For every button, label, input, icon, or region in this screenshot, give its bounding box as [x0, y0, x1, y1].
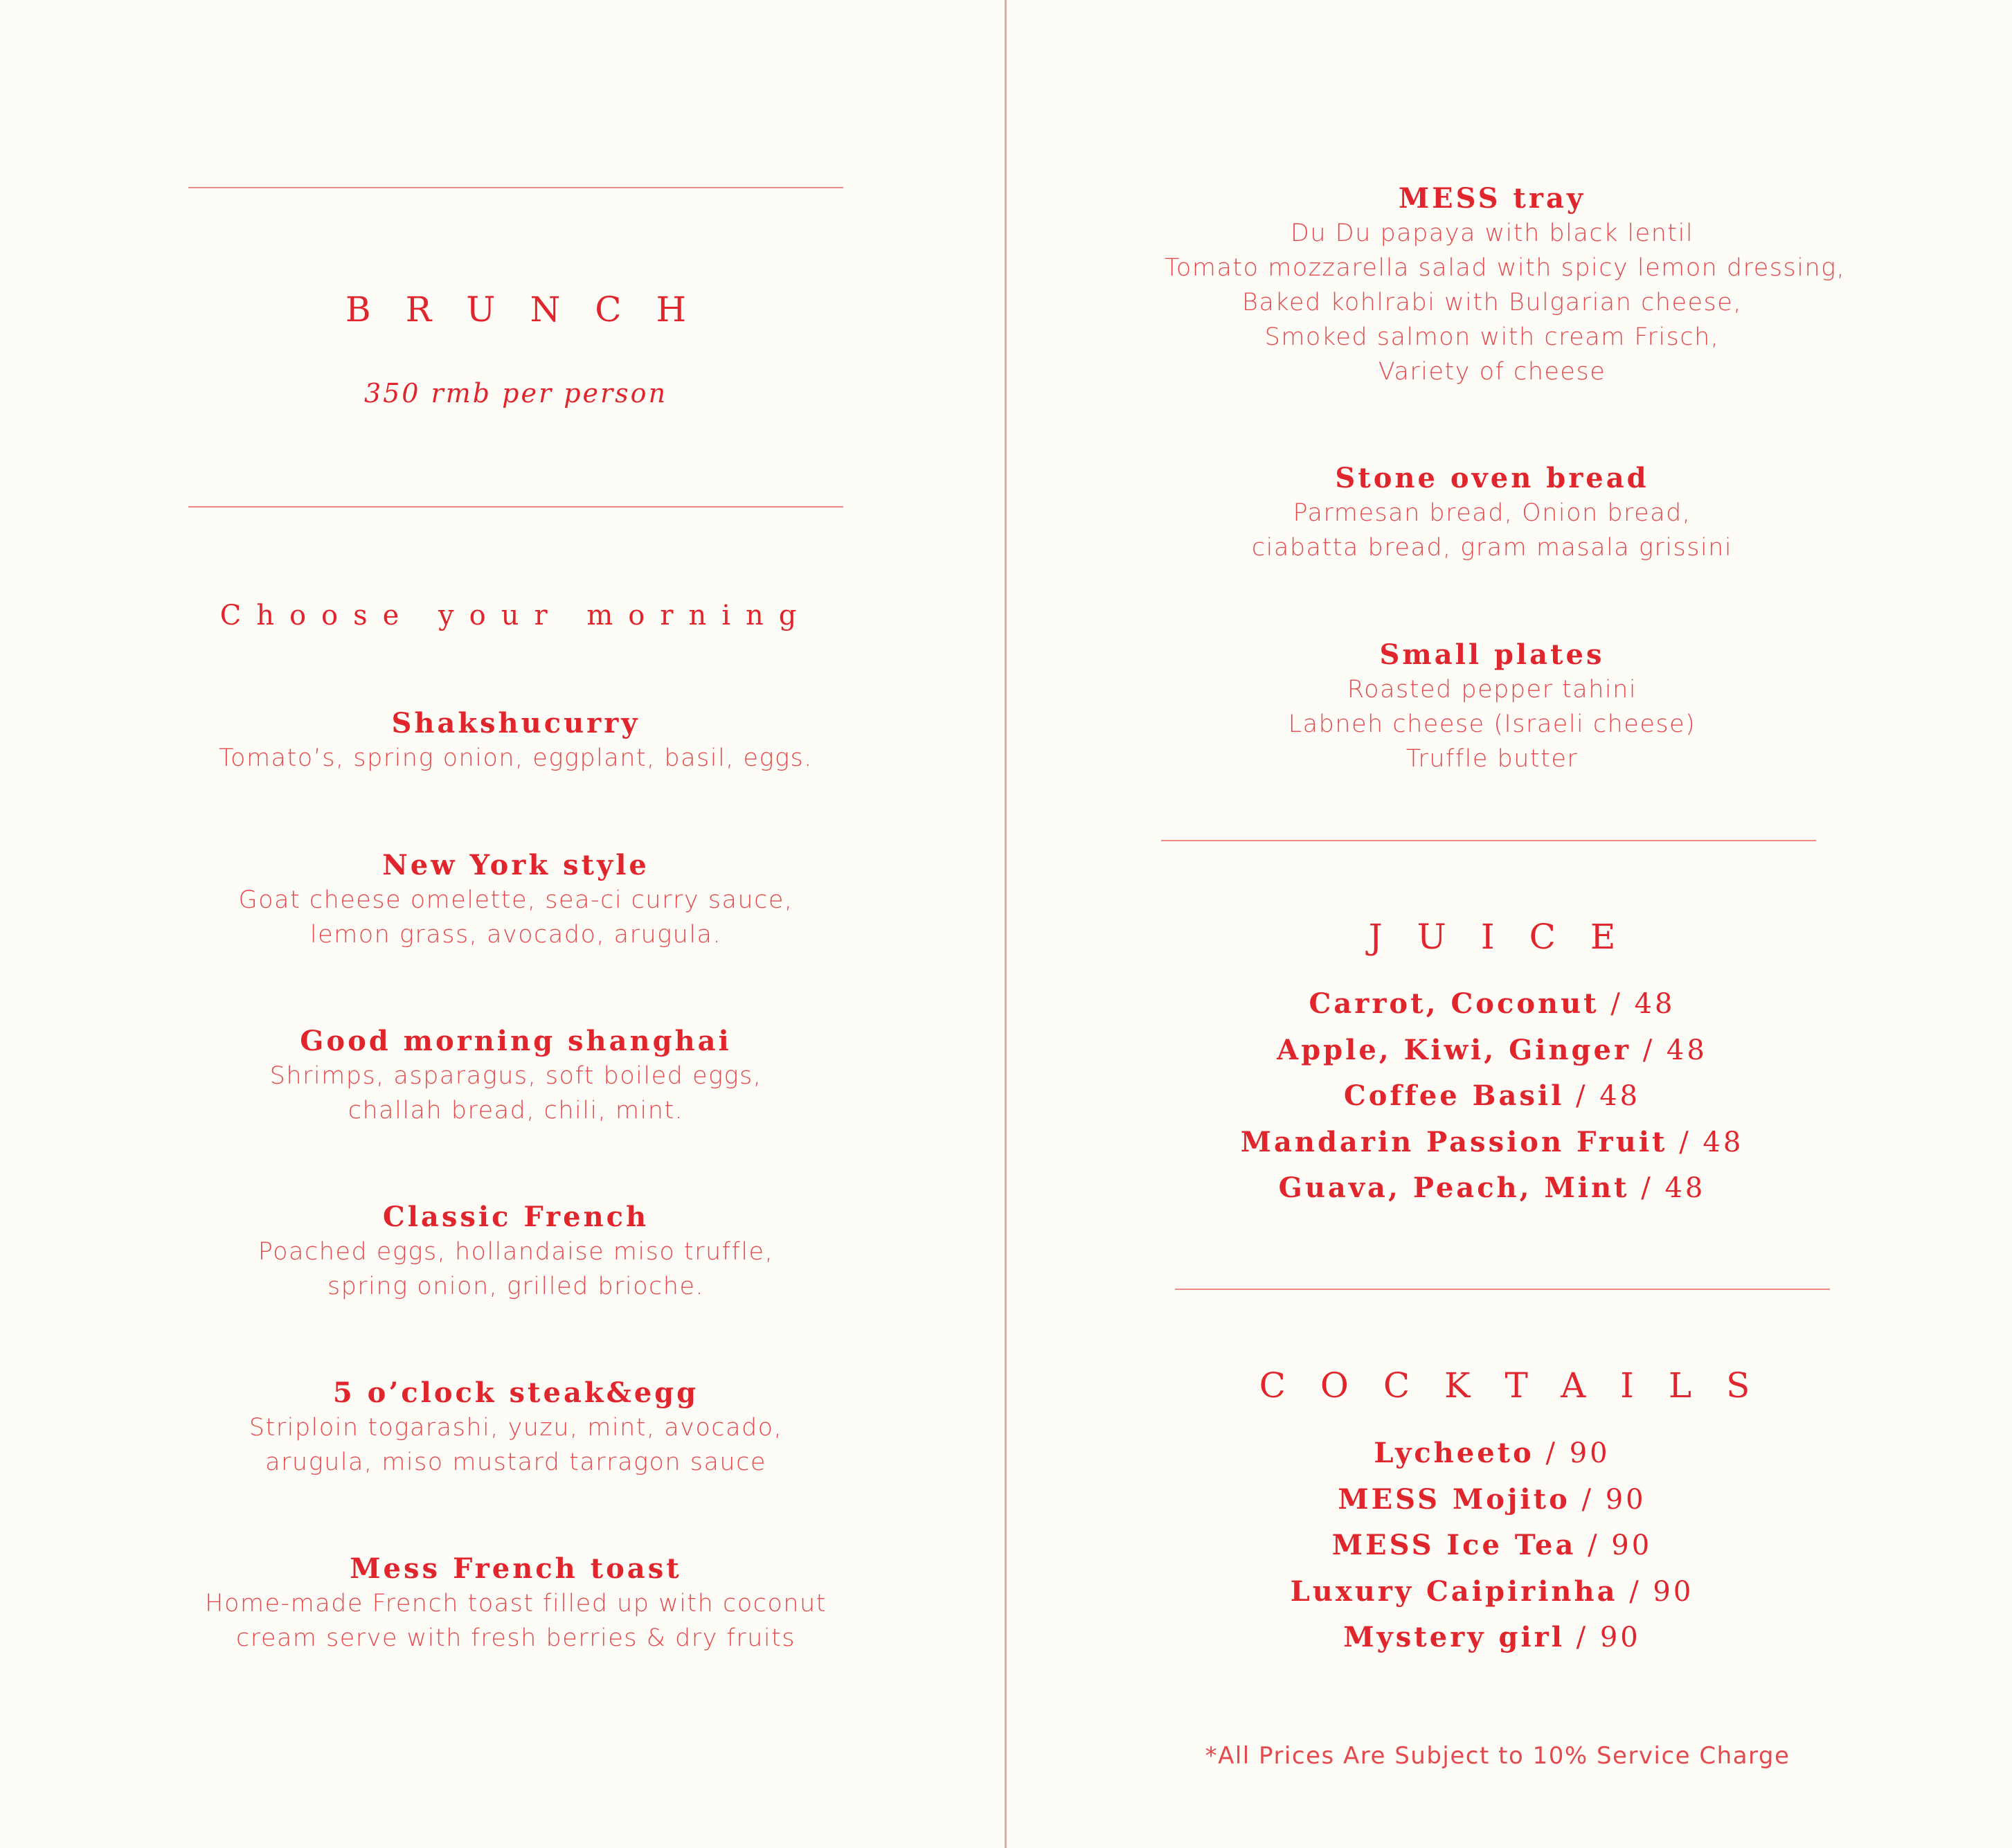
sharing-item — [1165, 638, 1820, 776]
footer-note-wrap — [1170, 1742, 1825, 1770]
brunch-item-name: Mess French toast — [350, 1552, 682, 1585]
juice-item — [1165, 1120, 1820, 1166]
brunch-item-description: Shrimps, asparagus, soft boiled eggs, — [269, 1062, 762, 1090]
cocktail-item-name: Luxury Caipirinha — [1290, 1575, 1618, 1608]
brunch-items — [188, 0, 843, 1848]
juice-item-name: Mandarin Passion Fruit — [1240, 1125, 1668, 1158]
choose-your-morning-title: Choose your morning — [219, 600, 812, 631]
juice-item-name: Guava, Peach, Mint — [1278, 1172, 1630, 1204]
sharing-item-description: Parmesan bread, Onion bread, — [1293, 499, 1691, 527]
brunch-item-description: arugula, miso mustard tarragon sauce — [265, 1448, 766, 1476]
sharing-item-name: Small plates — [1379, 638, 1605, 671]
cocktail-item — [1165, 1523, 1820, 1569]
rule-juice-top — [1161, 840, 1816, 841]
brunch-item-name: New York style — [382, 849, 649, 881]
sharing-item — [1165, 181, 1846, 389]
brunch-item — [188, 706, 843, 775]
sharing-item-description: Baked kohlrabi with Bulgarian cheese, — [1242, 289, 1742, 316]
brunch-item-description: Poached eggs, hollandaise miso truffle, — [258, 1238, 774, 1266]
juice-item-price: / 48 — [1576, 1080, 1641, 1112]
sharing-item-description: Truffle butter — [1405, 745, 1579, 773]
sharing-item-description: Tomato mozzarella salad with spicy lemon dressing, — [1165, 254, 1846, 282]
center-divider — [1005, 0, 1007, 1848]
juice-item-price: / 48 — [1610, 988, 1676, 1020]
cocktail-item-price: / 90 — [1581, 1483, 1646, 1516]
cocktail-item — [1165, 1430, 1820, 1477]
sharing-item-description: Variety of cheese — [1378, 358, 1606, 386]
sharing-item-description: Roasted pepper tahini — [1347, 676, 1637, 703]
brunch-item-description: Home-made French toast filled up with coconut — [205, 1590, 827, 1617]
juice-item-price: / 48 — [1641, 1172, 1706, 1204]
juice-item-name: Coffee Basil — [1343, 1079, 1565, 1112]
juice-item — [1165, 981, 1820, 1028]
juice-item — [1165, 1165, 1820, 1212]
sharing-item-description: Smoked salmon with cream Frisch, — [1264, 323, 1720, 351]
cocktail-item-name: Lycheeto — [1374, 1437, 1534, 1469]
brunch-item — [188, 1024, 843, 1128]
brunch-item-description: Tomato’s, spring onion, eggplant, basil, eggs. — [219, 744, 813, 772]
brunch-item — [188, 1552, 843, 1656]
rule-cocktails-top — [1175, 1289, 1830, 1290]
brunch-item-description: Goat cheese omelette, sea-ci curry sauce, — [238, 886, 793, 914]
brunch-item — [188, 848, 843, 952]
sharing-item — [1165, 461, 1820, 565]
brunch-price-subtitle: 350 rmb per person — [363, 378, 668, 409]
juice-item — [1165, 1028, 1820, 1074]
cocktail-item-name: MESS Ice Tea — [1331, 1529, 1577, 1561]
cocktail-item-price: / 90 — [1545, 1437, 1610, 1469]
brunch-item-description: challah bread, chili, mint. — [348, 1097, 684, 1124]
brunch-item-description: cream serve with fresh berries & dry fruits — [235, 1624, 796, 1652]
cocktail-item — [1165, 1477, 1820, 1523]
brunch-title: BRUNCH — [345, 289, 721, 330]
brunch-item-name: Classic French — [382, 1201, 649, 1233]
service-charge-note: *All Prices Are Subject to 10% Service Charge — [1205, 1742, 1790, 1770]
juice-title: JUICE — [1368, 917, 1651, 957]
cocktail-item-name: MESS Mojito — [1338, 1482, 1570, 1516]
cocktail-item-name: Mystery girl — [1343, 1621, 1565, 1653]
brunch-item — [188, 1200, 843, 1304]
juice-title-wrap — [1165, 917, 1820, 957]
cocktail-item-price: / 90 — [1588, 1529, 1653, 1561]
cocktail-item — [1165, 1615, 1820, 1661]
juice-item-price: / 48 — [1642, 1034, 1707, 1066]
sharing-item-name: Stone oven bread — [1335, 462, 1649, 494]
cocktail-item-price: / 90 — [1576, 1622, 1641, 1653]
juice-item-name: Carrot, Coconut — [1309, 987, 1599, 1020]
brunch-item-description: spring onion, grilled brioche. — [327, 1273, 705, 1300]
brunch-item-name: Shakshucurry — [391, 707, 640, 739]
juice-item-name: Apple, Kiwi, Ginger — [1277, 1033, 1632, 1066]
cocktails-title-wrap — [1177, 1365, 1832, 1406]
brunch-item-name: Good morning shanghai — [300, 1025, 732, 1057]
brunch-item-description: lemon grass, avocado, arugula. — [309, 921, 722, 949]
brunch-item-description: Striploin togarashi, yuzu, mint, avocado, — [249, 1414, 783, 1442]
cocktails-list — [1165, 1430, 1820, 1661]
juice-item — [1165, 1073, 1820, 1120]
cocktails-title: COCKTAILS — [1259, 1365, 1785, 1406]
sharing-item-name: MESS tray — [1398, 182, 1586, 215]
brunch-item — [188, 1376, 843, 1480]
cocktail-item-price: / 90 — [1629, 1575, 1694, 1608]
cocktail-item — [1165, 1569, 1820, 1615]
sharing-item-description: Du Du papaya with black lentil — [1290, 219, 1694, 247]
juice-list — [1165, 981, 1820, 1212]
juice-item-price: / 48 — [1679, 1126, 1744, 1158]
sharing-item-description: Labneh cheese (Israeli cheese) — [1288, 710, 1696, 738]
sharing-item-description: ciabatta bread, gram masala grissini — [1251, 534, 1733, 562]
brunch-item-name: 5 o’clock steak&egg — [332, 1376, 699, 1409]
